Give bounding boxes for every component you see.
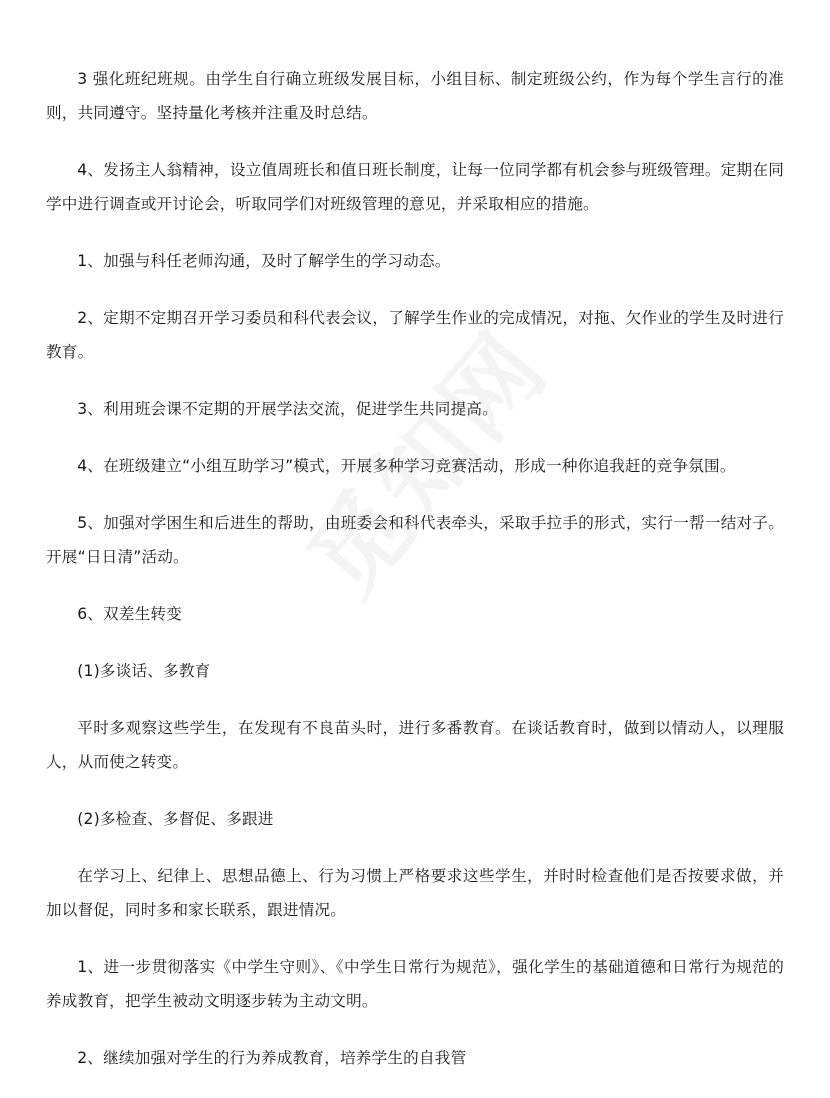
paragraph-12: 在学习上、纪律上、思想品德上、行为习惯上严格要求这些学生，并时时检查他们是否按要求做，并加以督促，同时多和家长联系，跟进情况。	[46, 867, 784, 919]
paragraph-6: 4、在班级建立“小组互助学习”模式，开展多种学习竞赛活动，形成一种你追我赶的竞争氛围。	[77, 457, 736, 475]
document-page	[46, 62, 784, 1098]
paragraph-3: 1、加强与科任老师沟通，及时了解学生的学习动态。	[77, 252, 451, 270]
paragraph-11: (2)多检查、多督促、多跟进	[77, 810, 274, 828]
paragraph-14: 2、继续加强对学生的行为养成教育，培养学生的自我管	[77, 1049, 467, 1067]
paragraph-2: 4、发扬主人翁精神，设立值周班长和值日班长制度，让每一位同学都有机会参与班级管理。定期在同学中进行调查或开讨论会，听取同学们对班级管理的意见，并采取相应的措施。	[46, 161, 784, 213]
paragraph-8: 6、双差生转变	[77, 605, 183, 623]
paragraph-1: 3 强化班纪班规。由学生自行确立班级发展目标，小组目标、制定班级公约，作为每个学生言行的准则，共同遵守。坚持量化考核并注重及时总结。	[46, 70, 784, 122]
paragraph-4: 2、定期不定期召开学习委员和科代表会议，了解学生作业的完成情况，对拖、欠作业的学生及时进行教育。	[46, 309, 784, 361]
paragraph-5: 3、利用班会课不定期的开展学法交流，促进学生共同提高。	[77, 400, 498, 418]
paragraph-7: 5、加强对学困生和后进生的帮助，由班委会和科代表牵头，采取手拉手的形式，实行一帮一结对子。开展“日日清”活动。	[46, 514, 784, 566]
paragraph-10: 平时多观察这些学生，在发现有不良苗头时，进行多番教育。在谈话教育时，做到以情动人，以理服人，从而使之转变。	[46, 719, 784, 771]
paragraph-9: (1)多谈话、多教育	[77, 662, 211, 680]
paragraph-13: 1、进一步贯彻落实《中学生守则》、《中学生日常行为规范》，强化学生的基础道德和日常行为规范的养成教育，把学生被动文明逐步转为主动文明。	[46, 958, 784, 1010]
